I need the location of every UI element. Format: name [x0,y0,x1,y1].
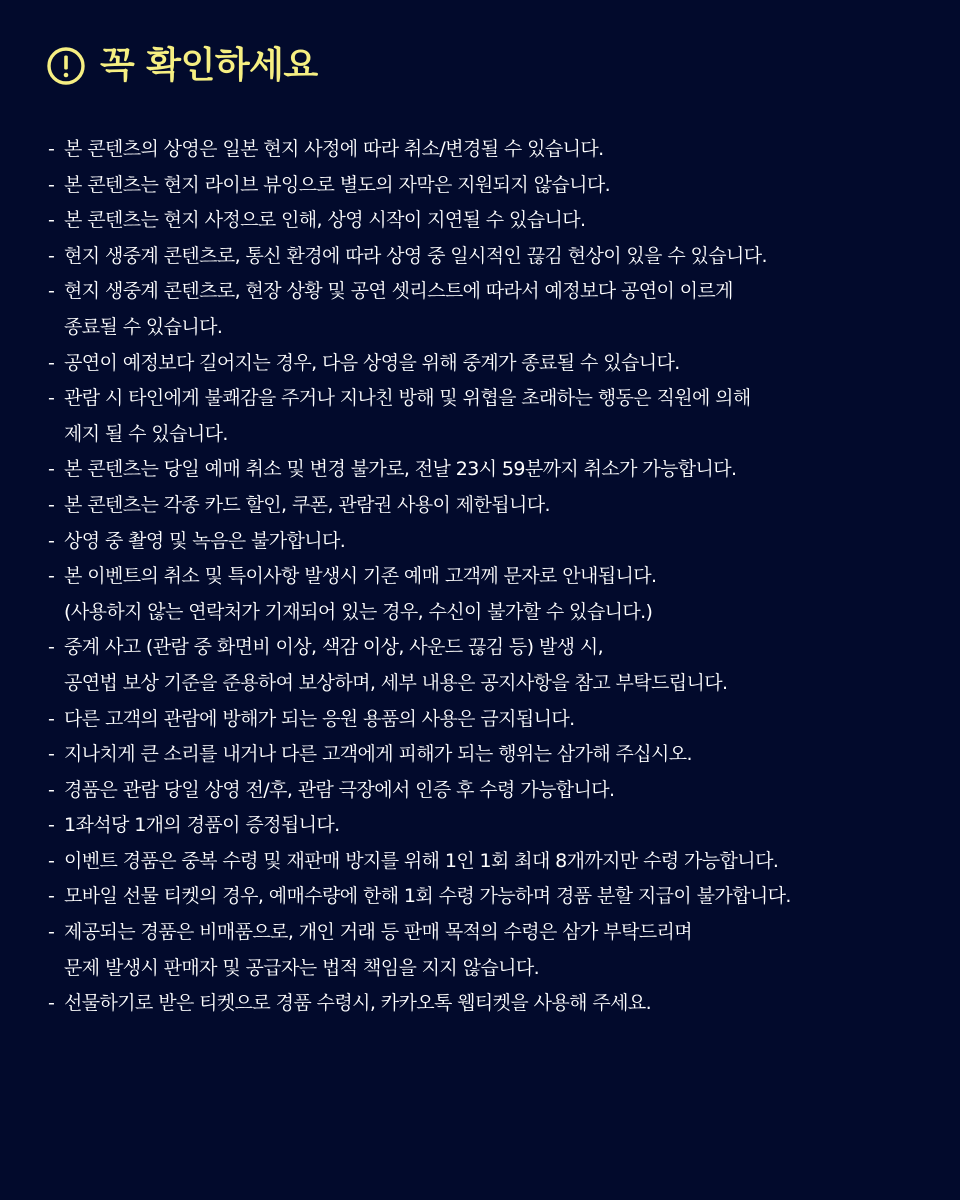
notice-line: 현지 생중계 콘텐츠로, 현장 상황 및 공연 셋리스트에 따라서 예정보다 공연이 이르게 [64,280,733,303]
page-title: 꼭 확인하세요 [100,45,318,86]
notice-line: 다른 고객의 관람에 방해가 되는 응원 용품의 사용은 금지됩니다. [64,707,575,730]
notice-item [48,203,928,239]
notice-item [48,488,928,524]
notice-item [48,381,928,452]
notice-text [64,239,767,275]
notice-item [48,986,928,1022]
notice-line: 본 콘텐츠는 현지 라이브 뷰잉으로 별도의 자막은 지원되지 않습니다. [64,173,611,196]
exclamation-circle-icon [46,46,86,86]
notice-text [64,346,680,382]
notice-text [64,737,692,773]
notice-bullet: - [48,921,55,944]
notice-line: 문제 발생시 판매자 및 공급자는 법적 책임을 지지 않습니다. [64,956,540,979]
notice-bullet: - [48,387,55,410]
notice-line: 제공되는 경품은 비매품으로, 개인 거래 등 판매 목적의 수령은 삼가 부탁드리며 [64,921,692,944]
notice-text [64,452,736,488]
notice-item [48,132,928,168]
notice-text [64,381,751,452]
notice-item [48,239,928,275]
notice-line: 본 콘텐츠는 각종 카드 할인, 쿠폰, 관람권 사용이 제한됩니다. [64,493,550,516]
notice-line: 현지 생중계 콘텐츠로, 통신 환경에 따라 상영 중 일시적인 끊김 현상이 있을 수 있습니다. [64,244,767,267]
notice-line: 종료될 수 있습니다. [64,315,223,338]
notice-item [48,879,928,915]
notice-text [64,168,610,204]
notice-line: 선물하기로 받은 티켓으로 경품 수령시, 카카오톡 웹티켓을 사용해 주세요. [64,992,652,1015]
notice-bullet: - [48,565,55,588]
notice-text [64,559,656,630]
notice-bullet: - [48,743,55,766]
notice-line: 모바일 선물 티켓의 경우, 예매수량에 한해 1회 수령 가능하며 경품 분할 지급이 불가합니다. [64,885,791,908]
notice-line: 제지 될 수 있습니다. [64,422,228,445]
notice-item [48,168,928,204]
notice-item [48,630,928,701]
notice-line: 본 이벤트의 취소 및 특이사항 발생시 기존 예매 고객께 문자로 안내됩니다. [64,565,657,588]
notice-item [48,844,928,880]
notice-line: 관람 시 타인에게 불쾌감을 주거나 지나친 방해 및 위협을 초래하는 행동은 직원에 의해 [64,387,751,410]
notice-text [64,524,345,560]
notice-bullet: - [48,636,55,659]
notice-bullet: - [48,173,55,196]
notice-line: 공연법 보상 기준을 준용하여 보상하며, 세부 내용은 공지사항을 참고 부탁드립니다. [64,671,728,694]
notice-item [48,702,928,738]
notice-line: 지나치게 큰 소리를 내거나 다른 고객에게 피해가 되는 행위는 삼가해 주십시오. [64,743,692,766]
notice-line: 이벤트 경품은 중복 수령 및 재판매 방지를 위해 1인 1회 최대 8개까지만 수령 가능합니다. [64,849,779,872]
notice-bullet: - [48,458,55,481]
notice-bullet: - [48,814,55,837]
notice-bullet: - [48,209,55,232]
notice-bullet: - [48,351,55,374]
notice-line: 공연이 예정보다 길어지는 경우, 다음 상영을 위해 중계가 종료될 수 있습니다. [64,351,680,374]
notice-text [64,915,692,986]
notice-line: 중계 사고 (관람 중 화면비 이상, 색감 이상, 사운드 끊김 등) 발생 시, [64,636,604,659]
notice-item [48,524,928,560]
notice-line: 본 콘텐츠는 현지 사정으로 인해, 상영 시작이 지연될 수 있습니다. [64,209,586,232]
notice-bullet: - [48,244,55,267]
notice-line: 본 콘텐츠는 당일 예매 취소 및 변경 불가로, 전날 23시 59분까지 취소가 가능합니다. [64,458,737,481]
notice-list [48,132,928,1022]
notice-item [48,274,928,345]
notice-bullet: - [48,778,55,801]
notice-text [64,630,727,701]
notice-text [64,773,614,809]
notice-line: (사용하지 않는 연락처가 기재되어 있는 경우, 수신이 불가할 수 있습니다.) [64,600,653,623]
notice-line: 상영 중 촬영 및 녹음은 불가합니다. [64,529,346,552]
header [46,46,318,86]
notice-line: 1좌석당 1개의 경품이 증정됩니다. [64,814,340,837]
notice-text [64,702,575,738]
notice-text [64,808,340,844]
notice-text [64,879,791,915]
notice-bullet: - [48,280,55,303]
notice-text [64,986,651,1022]
notice-text [64,132,604,168]
notice-item [48,452,928,488]
notice-bullet: - [48,849,55,872]
notice-bullet: - [48,707,55,730]
notice-bullet: - [48,493,55,516]
notice-bullet: - [48,885,55,908]
notice-item [48,773,928,809]
notice-bullet: - [48,529,55,552]
notice-line: 경품은 관람 당일 상영 전/후, 관람 극장에서 인증 후 수령 가능합니다. [64,778,615,801]
notice-text [64,274,733,345]
notice-text [64,488,550,524]
notice-bullet: - [48,138,55,160]
notice-item [48,559,928,630]
notice-line: 본 콘텐츠의 상영은 일본 현지 사정에 따라 취소/변경될 수 있습니다. [64,138,604,160]
notice-item [48,915,928,986]
notice-text [64,844,778,880]
notice-bullet: - [48,992,55,1015]
notice-item [48,737,928,773]
notice-item [48,346,928,382]
notice-item [48,808,928,844]
notice-text [64,203,585,239]
